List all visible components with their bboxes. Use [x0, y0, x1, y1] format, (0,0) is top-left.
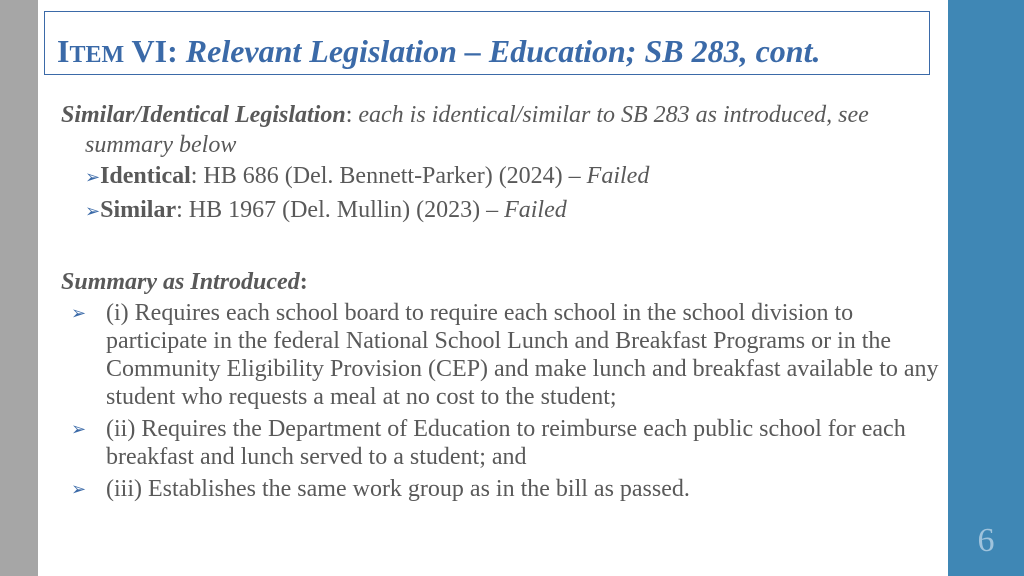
summary-heading — [61, 267, 941, 297]
identical-bill-text: : HB 686 (Del. Bennett-Parker) (2024) – — [190, 163, 587, 189]
slide-number: 6 — [977, 522, 995, 559]
identical-bill-item — [61, 160, 941, 194]
identical-bill-status: Failed — [586, 163, 650, 189]
arrow-bullet-icon: ➢ — [71, 303, 87, 323]
right-decorative-bar — [948, 0, 1024, 576]
title-item-rest: TEM — [69, 42, 125, 68]
title-box — [44, 11, 930, 75]
similar-legislation-paragraph — [61, 100, 941, 160]
slide-content — [61, 100, 941, 507]
similar-bill-text: : HB 1967 (Del. Mullin) (2023) – — [176, 197, 505, 223]
arrow-bullet-icon: ➢ — [71, 479, 87, 499]
arrow-bullet-icon: ➢ — [85, 167, 101, 187]
title-roman: VI: — [131, 33, 178, 69]
summary-heading-text: Summary as Introduced — [61, 269, 300, 295]
arrow-bullet-icon: ➢ — [71, 419, 87, 439]
similar-bill-item — [61, 194, 941, 228]
slide-title — [57, 33, 820, 73]
similar-legislation-heading: Similar/Identical Legislation — [61, 102, 346, 128]
summary-point — [61, 475, 941, 503]
arrow-bullet-icon: ➢ — [85, 201, 101, 221]
similar-legislation-separator: : — [345, 102, 353, 128]
summary-point-text: (iii) Establishes the same work group as in the bill as passed. — [106, 476, 690, 502]
summary-point-text: (i) Requires each school board to require each school in the school division to participate in the federal National School Lunch and Breakfast Programs or in the Community Eligibility Provision (CEP) and make lunch and breakfast available to any student who requests a meal at no cost to the student; — [106, 300, 939, 410]
summary-list — [61, 299, 941, 503]
title-item-initial: I — [57, 33, 70, 69]
summary-heading-colon: : — [299, 269, 308, 295]
similar-legislation-description: each is identical/similar to SB 283 as introduced, see summary below — [85, 102, 869, 158]
title-subtitle: Relevant Legislation – Education; SB 283, cont. — [185, 33, 821, 69]
similar-bill-status: Failed — [504, 197, 567, 223]
identical-label: Identical — [100, 163, 191, 189]
left-decorative-bar — [0, 0, 38, 576]
similar-label: Similar — [100, 197, 177, 223]
summary-point — [61, 415, 941, 471]
summary-point-text: (ii) Requires the Department of Education to reimburse each public school for each breakfast and lunch served to a student; and — [106, 416, 906, 470]
summary-point — [61, 299, 941, 411]
